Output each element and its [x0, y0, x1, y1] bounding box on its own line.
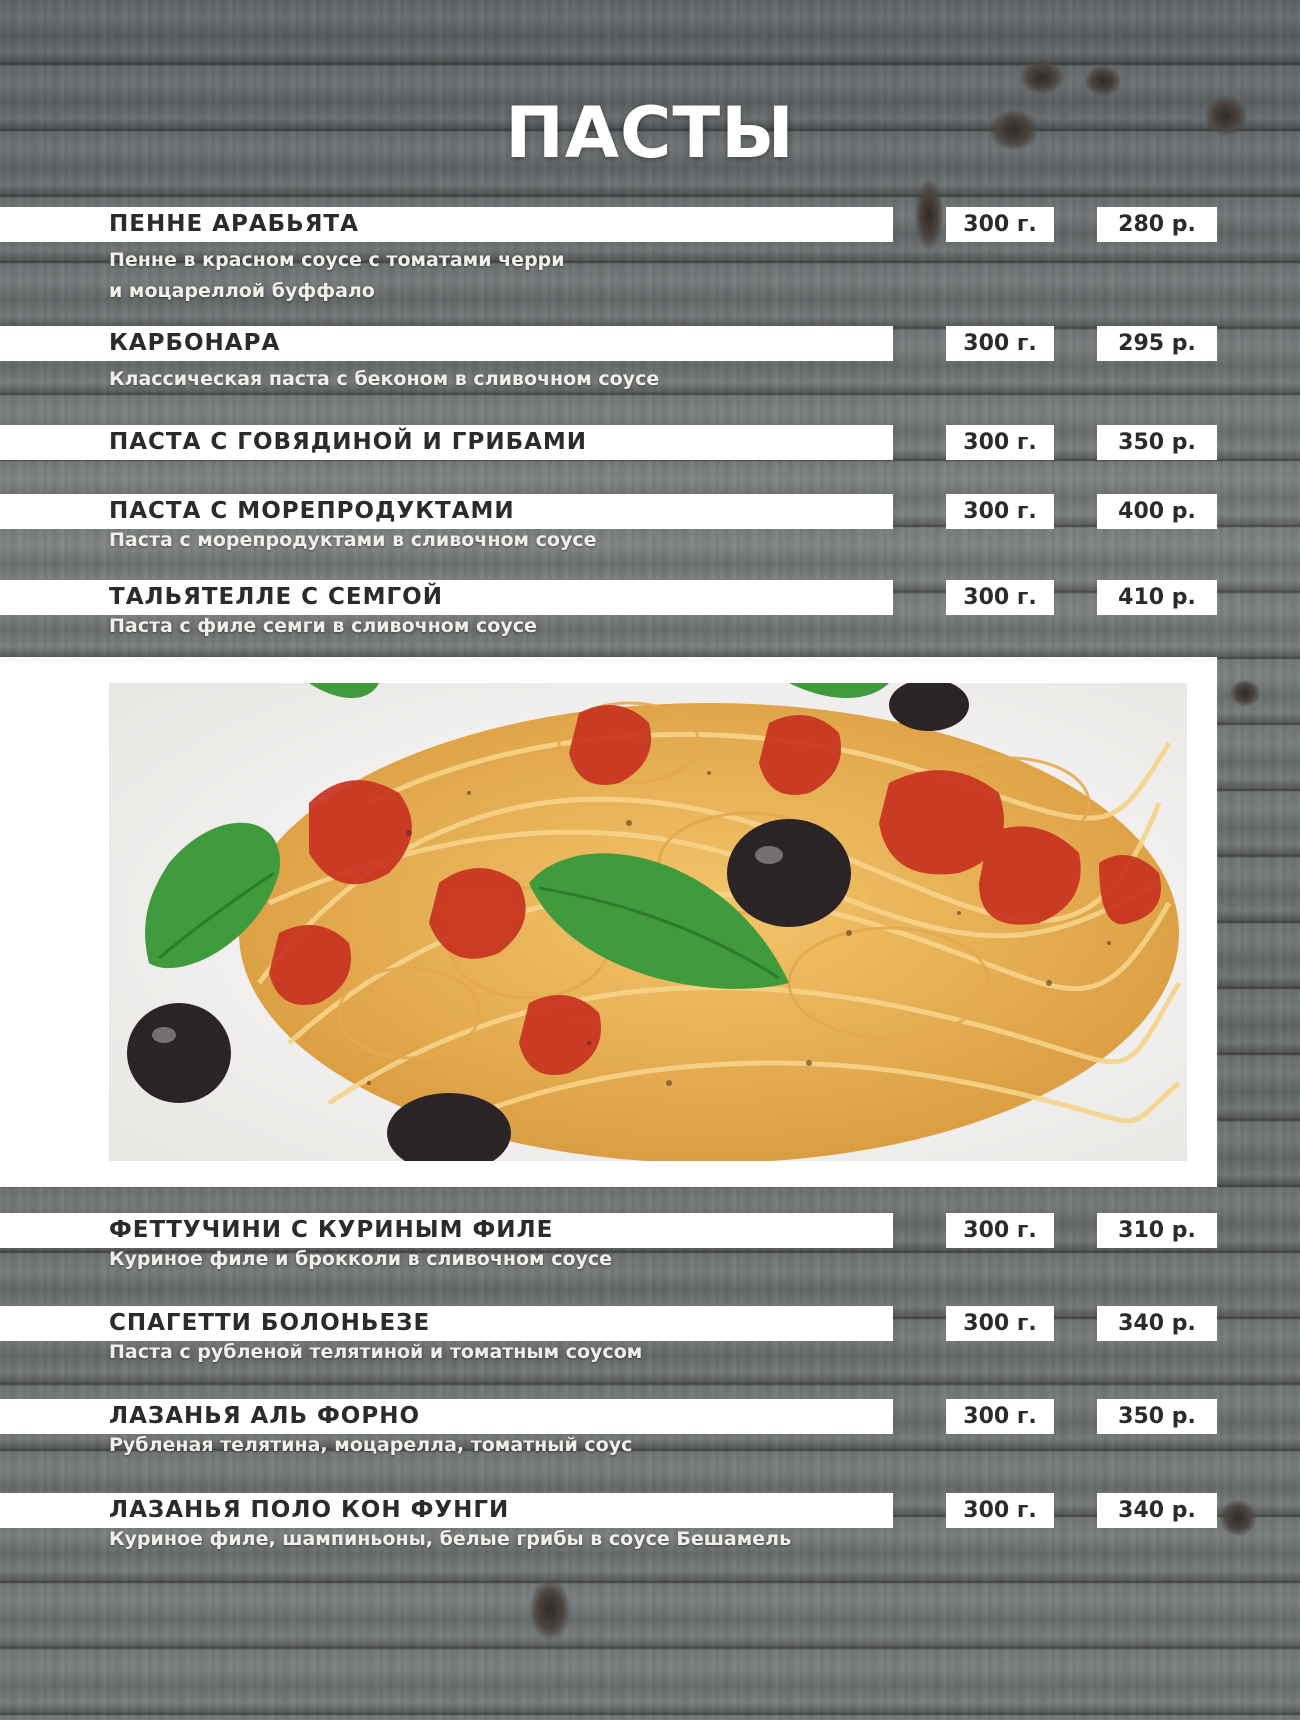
item-name: ПАСТА С МОРЕПРОДУКТАМИ: [109, 498, 515, 524]
item-weight: 300 г.: [946, 425, 1054, 460]
item-name-bar: [0, 580, 893, 615]
item-price: 310 р.: [1097, 1213, 1217, 1248]
item-description: Пенне в красном соусе с томатами черри и моцареллой буффало: [109, 249, 565, 302]
wood-knot: [1230, 680, 1260, 706]
item-name-bar: [0, 1493, 893, 1528]
item-price: 340 р.: [1097, 1493, 1217, 1528]
photo-frame: [0, 657, 1217, 1187]
item-description: Куриное филе, шампиньоны, белые грибы в соусе Бешамель: [109, 1528, 792, 1550]
wood-knot: [1220, 1500, 1256, 1536]
item-weight: 300 г.: [946, 1213, 1054, 1248]
item-weight: 300 г.: [946, 1493, 1054, 1528]
item-description: Куриное филе и брокколи в сливочном соусе: [109, 1248, 613, 1270]
item-price: 280 р.: [1097, 207, 1217, 242]
item-weight: 300 г.: [946, 1399, 1054, 1434]
item-price: 400 р.: [1097, 494, 1217, 529]
item-price: 340 р.: [1097, 1306, 1217, 1341]
item-name: ФЕТТУЧИНИ С КУРИНЫМ ФИЛЕ: [109, 1217, 554, 1243]
wood-knot: [915, 180, 943, 250]
item-description: Паста с морепродуктами в сливочном соусе: [109, 529, 597, 551]
item-description: Паста с рубленой телятиной и томатным соусом: [109, 1341, 643, 1363]
item-name: ЛАЗАНЬЯ ПОЛО КОН ФУНГИ: [109, 1497, 510, 1523]
item-description: Паста с филе семги в сливочном соусе: [109, 615, 537, 637]
item-name-bar: [0, 1399, 893, 1434]
item-name: ПАСТА С ГОВЯДИНОЙ И ГРИБАМИ: [109, 429, 588, 455]
item-price: 410 р.: [1097, 580, 1217, 615]
item-name-bar: [0, 494, 893, 529]
item-name-bar: [0, 1213, 893, 1248]
item-price: 350 р.: [1097, 1399, 1217, 1434]
wood-knot: [530, 1580, 570, 1640]
item-price: 295 р.: [1097, 326, 1217, 361]
item-weight: 300 г.: [946, 580, 1054, 615]
item-name: ПЕННЕ АРАБЬЯТА: [109, 211, 359, 237]
item-name-bar: [0, 425, 893, 460]
item-weight: 300 г.: [946, 494, 1054, 529]
item-name: СПАГЕТТИ БОЛОНЬЕЗЕ: [109, 1310, 431, 1336]
item-weight: 300 г.: [946, 326, 1054, 361]
spaghetti-photo: [109, 683, 1187, 1161]
item-name: КАРБОНАРА: [109, 330, 281, 356]
item-name-bar: [0, 207, 893, 242]
item-name: ТАЛЬЯТЕЛЛЕ С СЕМГОЙ: [109, 584, 443, 610]
item-price: 350 р.: [1097, 425, 1217, 460]
item-description: Рубленая телятина, моцарелла, томатный соус: [109, 1434, 633, 1456]
page-title: ПАСТЫ: [505, 92, 795, 174]
wood-knot: [1020, 60, 1064, 94]
item-description: Классическая паста с беконом в сливочном соусе: [109, 368, 660, 390]
item-name-bar: [0, 326, 893, 361]
item-name: ЛАЗАНЬЯ АЛЬ ФОРНО: [109, 1403, 421, 1429]
item-weight: 300 г.: [946, 207, 1054, 242]
item-weight: 300 г.: [946, 1306, 1054, 1341]
item-name-bar: [0, 1306, 893, 1341]
